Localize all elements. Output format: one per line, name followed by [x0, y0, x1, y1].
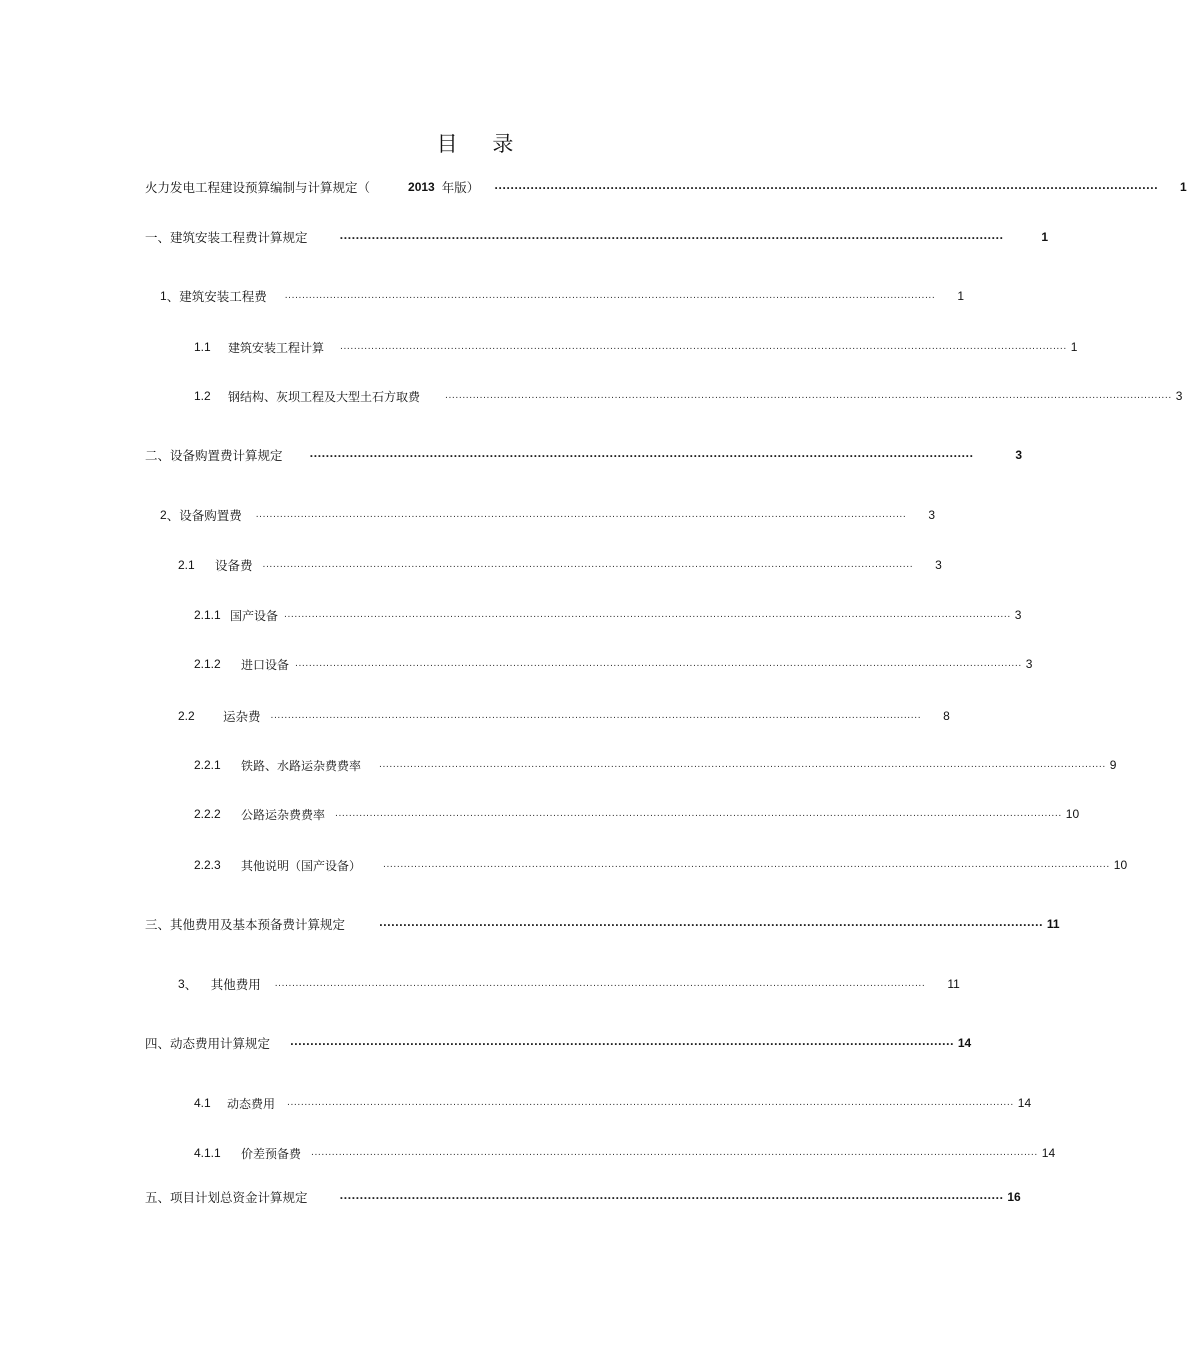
toc-entry-label: 火力发电工程建设预算编制与计算规定（ — [145, 180, 371, 195]
toc-entry-1-2[interactable] — [194, 386, 1183, 406]
dot-leader: ............................................................................................................................................................................................ — [274, 979, 926, 989]
toc-entry-label: 进口设备 — [241, 657, 290, 672]
toc-page-number: 3 — [1025, 657, 1033, 671]
dot-leader: .................................................................................................................................................................................................................. — [287, 1098, 1014, 1108]
toc-page-number: 3 — [928, 508, 936, 522]
toc-page-number: 16 — [1007, 1190, 1021, 1204]
toc-entry-number: 4.1 — [194, 1096, 211, 1110]
toc-page-number: 11 — [1046, 917, 1060, 931]
toc-entry-2-1[interactable] — [178, 555, 942, 575]
dot-leader: ...................................................................................................................................................................... — [494, 181, 1159, 192]
dot-leader: .................................................................................................................................................................................................................. — [340, 342, 1067, 352]
toc-entry-2-2-2[interactable] — [194, 804, 1080, 824]
toc-entry-1-1[interactable] — [194, 337, 1078, 357]
toc-entry-label: 三、其他费用及基本预备费计算规定 — [145, 917, 346, 932]
toc-entry-section-2[interactable] — [160, 505, 936, 525]
toc-page-number: 3 — [1015, 448, 1023, 462]
toc-page-number: 10 — [1113, 858, 1128, 872]
toc-page-number: 8 — [943, 709, 950, 723]
toc-entry-number: 2.1.2 — [194, 657, 221, 671]
dot-leader: ...................................................................................................................................................................... — [379, 918, 1043, 929]
dot-leader: ............................................................................................................................................................................................ — [284, 291, 936, 301]
toc-entry-chapter-2[interactable] — [145, 445, 1023, 465]
toc-entry-label: 价差预备费 — [241, 1146, 302, 1161]
toc-entry-label: 二、设备购置费计算规定 — [145, 448, 283, 463]
toc-entry-4-1[interactable] — [194, 1093, 1032, 1113]
toc-entry-label: 五、项目计划总资金计算规定 — [145, 1190, 308, 1205]
toc-entry-label: 设备费 — [215, 558, 253, 573]
toc-page-number: 14 — [1017, 1096, 1032, 1110]
toc-entry-number: 2.2.3 — [194, 858, 221, 872]
toc-entry-section-3[interactable] — [178, 974, 960, 994]
toc-title: 目 录 — [436, 132, 528, 156]
toc-page-number: 14 — [1041, 1146, 1056, 1160]
toc-entry-2-1-1[interactable] — [194, 605, 1022, 625]
toc-entry-number: 4.1.1 — [194, 1146, 221, 1160]
toc-page-number: 1 — [1041, 230, 1049, 244]
dot-leader: ...................................................................................................................................................................... — [309, 449, 974, 460]
dot-leader: .................................................................................................................................................................................................................. — [295, 659, 1022, 669]
dot-leader: ...................................................................................................................................................................... — [339, 231, 1004, 242]
toc-entry-label: 一、建筑安装工程费计算规定 — [145, 230, 308, 245]
toc-entry-number: 2.2.1 — [194, 758, 221, 772]
toc-page-number: 1 — [957, 289, 965, 303]
toc-entry-separator: 、 — [184, 977, 198, 992]
toc-page-number: 14 — [957, 1036, 972, 1050]
dot-leader: ............................................................................................................................................................................................ — [270, 711, 922, 721]
dot-leader: ...................................................................................................................................................................... — [339, 1191, 1004, 1202]
toc-entry-label-suffix: 年版） — [441, 180, 480, 195]
dot-leader: ...................................................................................................................................................................... — [290, 1037, 954, 1048]
toc-entry-2-2-3[interactable] — [194, 855, 1128, 875]
toc-entry-label: 钢结构、灰坝工程及大型土石方取费 — [228, 389, 421, 404]
toc-entry-2-2[interactable] — [178, 706, 950, 726]
toc-entry-label: 四、动态费用计算规定 — [145, 1036, 271, 1051]
toc-page-number: 3 — [1175, 389, 1183, 403]
toc-entry-2-2-1[interactable] — [194, 755, 1117, 775]
toc-entry-chapter-1[interactable] — [145, 227, 1049, 247]
toc-entry-label: 其他费用 — [210, 977, 261, 992]
toc-entry-label: 铁路、水路运杂费费率 — [241, 758, 362, 773]
toc-entry-chapter-3[interactable] — [145, 914, 1060, 934]
toc-entry-4-1-1[interactable] — [194, 1143, 1056, 1163]
toc-entry-number: 3 — [178, 977, 185, 991]
toc-entry-label: 、设备购置费 — [166, 508, 242, 523]
toc-page-number: 1 — [1180, 180, 1187, 194]
toc-entry-number: 2.2 — [178, 709, 195, 723]
toc-page-number: 3 — [1014, 608, 1022, 622]
toc-page-number: 9 — [1109, 758, 1117, 772]
dot-leader: .................................................................................................................................................................................................................. — [445, 391, 1172, 401]
toc-page-number: 3 — [935, 558, 942, 572]
toc-entry-label: 公路运杂费费率 — [241, 807, 326, 822]
dot-leader: ............................................................................................................................................................................................ — [255, 510, 907, 520]
toc-entry-label: 、建筑安装工程费 — [166, 289, 267, 304]
toc-entry-chapter-5[interactable] — [145, 1187, 1021, 1207]
toc-entry-number: 1.2 — [194, 389, 211, 403]
toc-entry-number: 2.2.2 — [194, 807, 221, 821]
toc-entry-label: 运杂费 — [223, 709, 261, 724]
dot-leader: .................................................................................................................................................................................................................. — [379, 760, 1106, 770]
toc-page-number: 1 — [1070, 340, 1078, 354]
toc-page-number: 11 — [947, 977, 960, 991]
toc-entry-number: 2.1.1 — [194, 608, 221, 622]
dot-leader: .................................................................................................................................................................................................................. — [284, 610, 1011, 620]
dot-leader: ............................................................................................................................................................................................ — [262, 560, 914, 570]
toc-entry-number: 1 — [160, 289, 167, 303]
toc-entry-chapter-4[interactable] — [145, 1033, 972, 1053]
toc-entry-number: 2.1 — [178, 558, 195, 572]
toc-entry-label: 其他说明（国产设备） — [241, 858, 362, 873]
toc-entry-label: 建筑安装工程计算 — [228, 340, 325, 355]
dot-leader: .................................................................................................................................................................................................................. — [311, 1148, 1038, 1158]
dot-leader: .................................................................................................................................................................................................................. — [383, 860, 1110, 870]
dot-leader: .................................................................................................................................................................................................................. — [335, 809, 1062, 819]
toc-entry-number: 2 — [160, 508, 167, 522]
toc-page-number: 10 — [1065, 807, 1080, 821]
toc-entry-document[interactable] — [145, 177, 1187, 197]
toc-entry-label: 动态费用 — [227, 1096, 276, 1111]
toc-entry-number: 1.1 — [194, 340, 211, 354]
toc-entry-2-1-2[interactable] — [194, 654, 1033, 674]
toc-entry-year: 2013 — [408, 180, 435, 194]
toc-entry-section-1[interactable] — [160, 286, 965, 306]
toc-entry-label: 国产设备 — [230, 608, 279, 623]
